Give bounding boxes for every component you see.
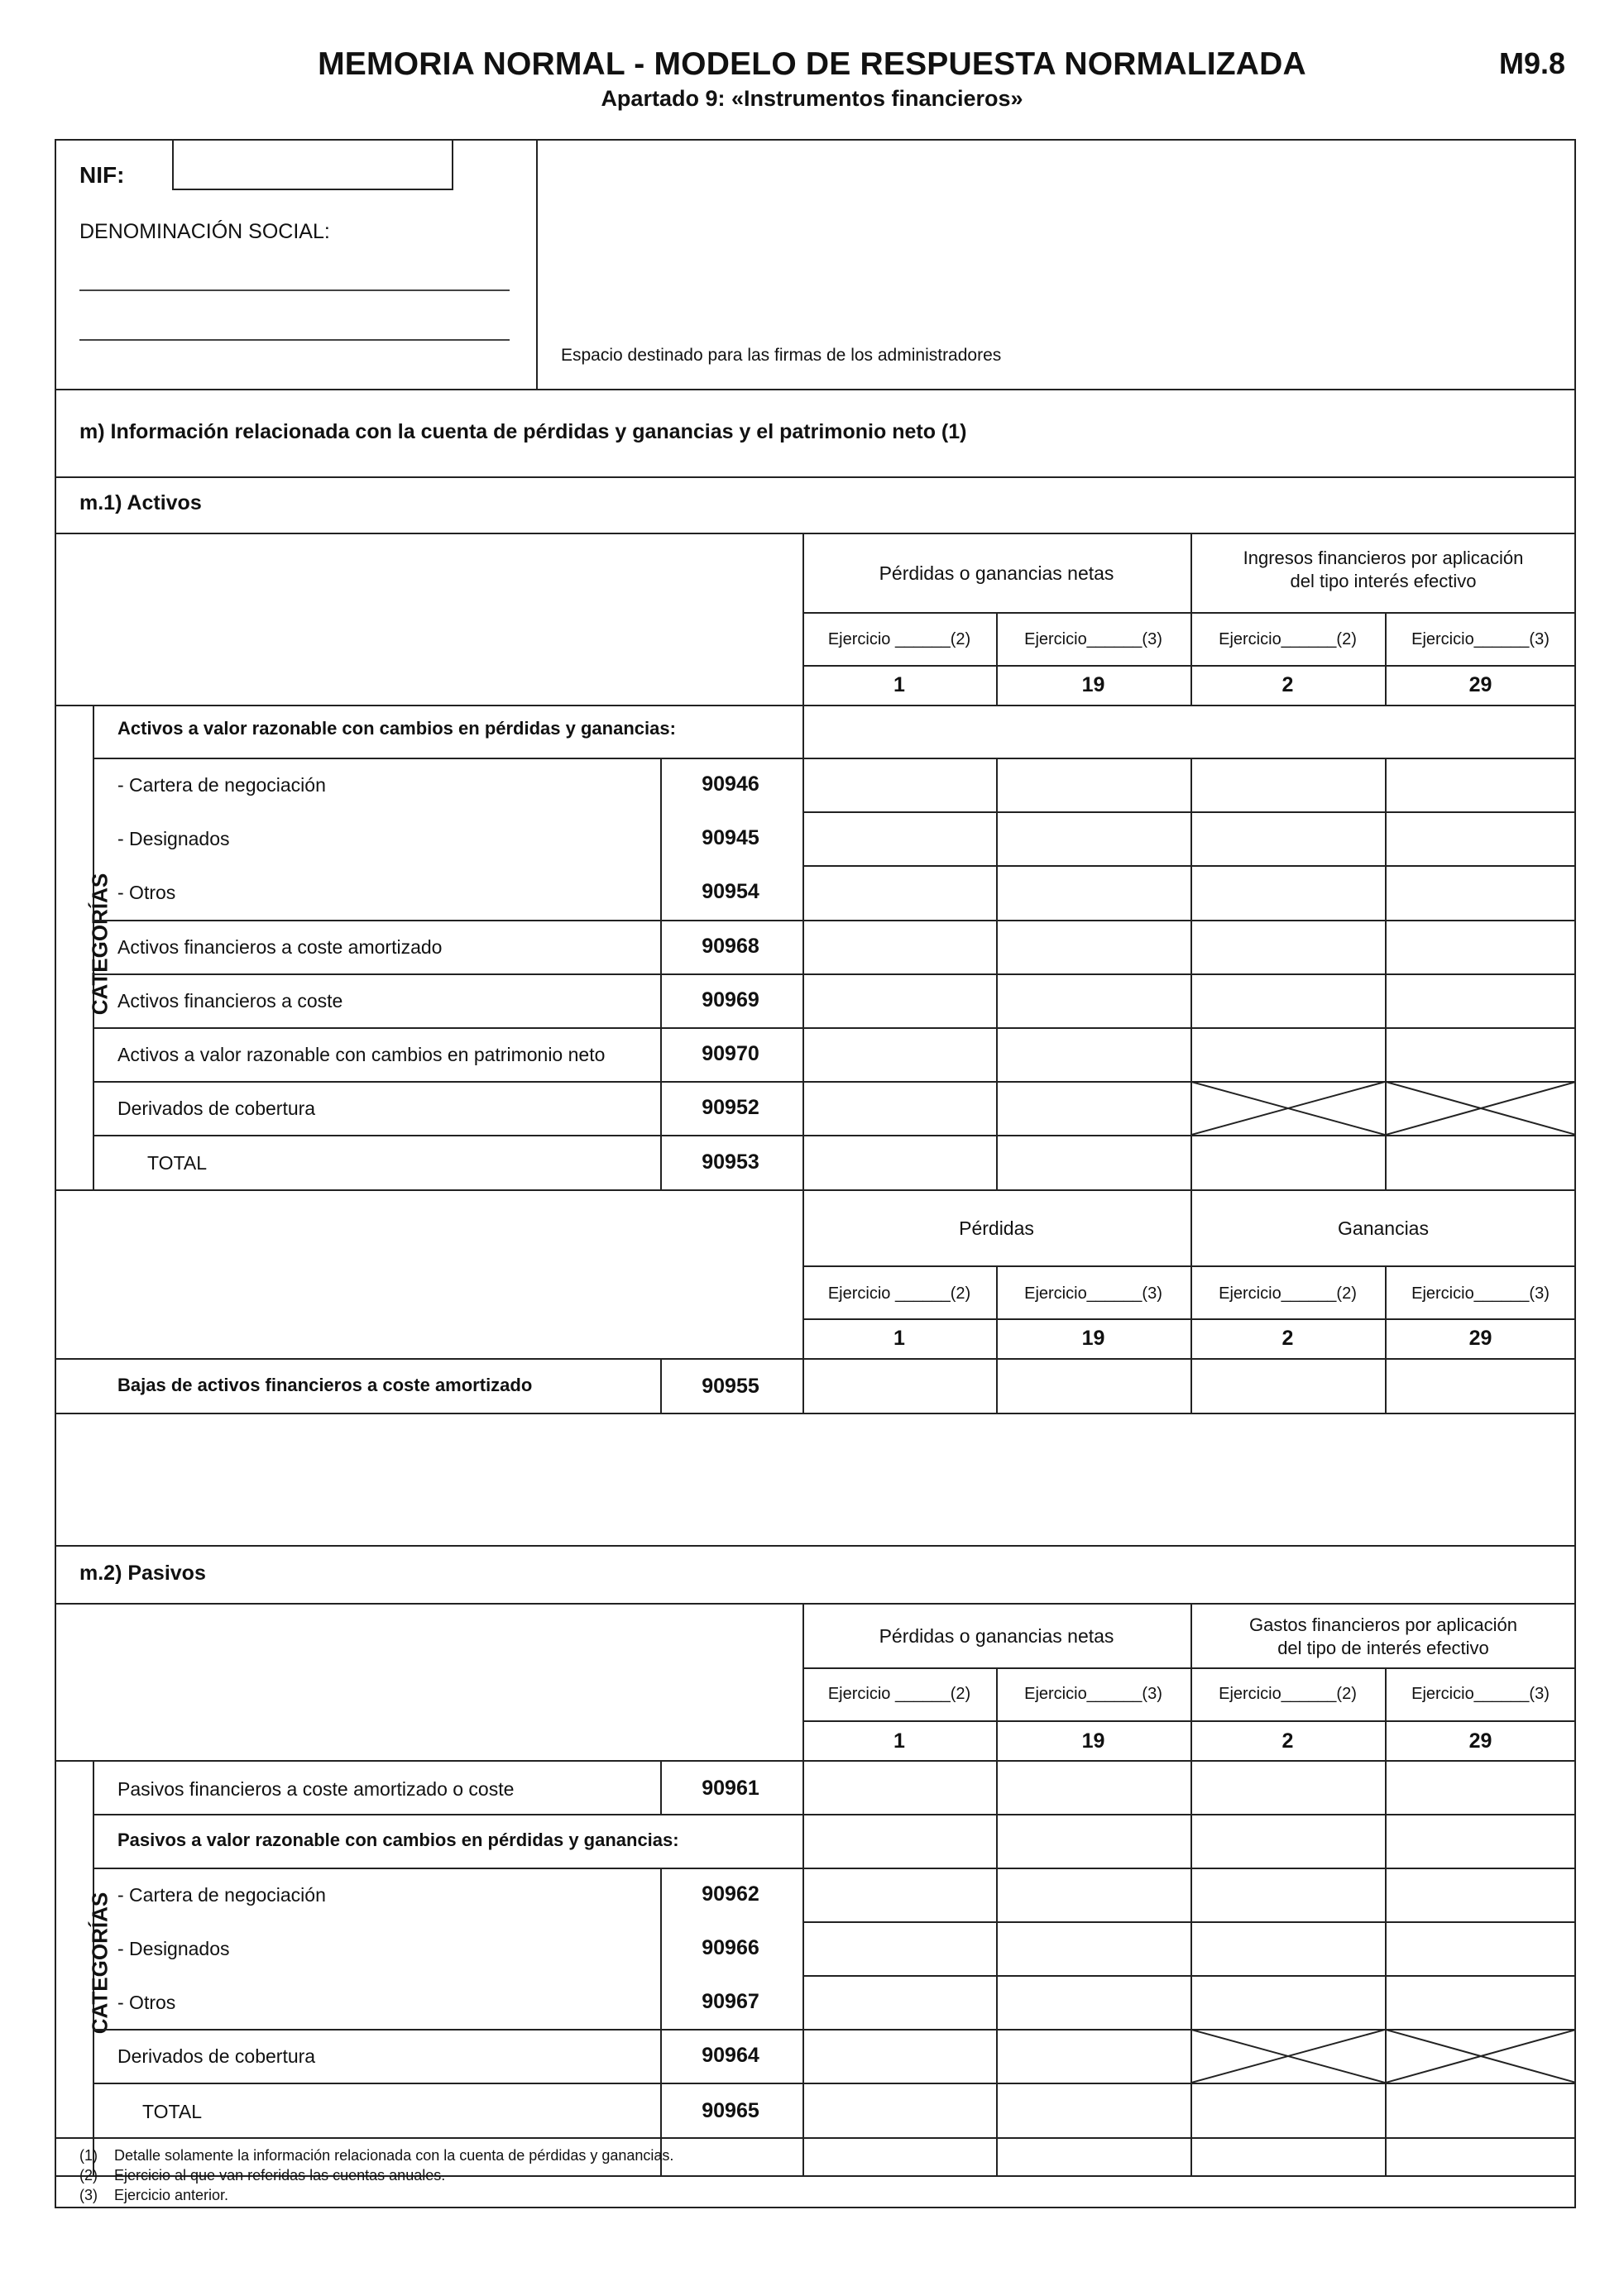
value-input-cell[interactable] xyxy=(803,812,996,864)
activos-row-label: - Otros xyxy=(117,882,176,903)
denominacion-line-2[interactable] xyxy=(79,339,510,341)
activos-row-label: Activos financieros a coste xyxy=(117,990,343,1012)
value-input-cell[interactable] xyxy=(997,866,1190,919)
firmas-label: Espacio destinado para las firmas de los administradores xyxy=(561,346,1002,365)
bajas-ejercicio-3: Ejercicio______(2) xyxy=(1219,1284,1357,1303)
value-input-cell[interactable] xyxy=(1191,1136,1385,1189)
activos-row-code: 90954 xyxy=(702,880,759,903)
activos-total-label: TOTAL xyxy=(147,1152,207,1174)
pasivos-row-code: 90961 xyxy=(702,1777,759,1800)
activos-row-code: 90969 xyxy=(702,988,759,1012)
pasivos-row-label: Pasivos financieros a coste amortizado o coste xyxy=(117,1778,515,1800)
bajas-group2-header: Ganancias xyxy=(1338,1217,1429,1239)
value-input-cell[interactable] xyxy=(1386,1868,1576,1921)
activos-col-number-3: 2 xyxy=(1281,673,1294,696)
value-input-cell[interactable] xyxy=(1386,1761,1576,1813)
value-input-cell[interactable] xyxy=(1191,2083,1385,2136)
activos-ejercicio-1: Ejercicio ______(2) xyxy=(827,630,971,648)
crossed-cell xyxy=(1191,2030,1385,2083)
activos-ejercicio-3: Ejercicio______(2) xyxy=(1219,630,1357,648)
value-input-cell[interactable] xyxy=(1386,758,1576,811)
pasivos-categorias-label: CATEGORÍAS xyxy=(87,1892,113,2035)
bajas-col-number-3: 2 xyxy=(1281,1327,1294,1350)
value-input-cell[interactable] xyxy=(997,758,1190,811)
activos-ejercicio-2: Ejercicio______(3) xyxy=(1024,630,1162,648)
value-input-cell[interactable] xyxy=(1386,866,1576,919)
activos-col-number-4: 29 xyxy=(1468,673,1492,696)
activos-group2-header-line1: Ingresos financieros por aplicación xyxy=(1243,548,1524,568)
value-input-cell[interactable] xyxy=(803,1868,996,1921)
activos-row-code: 90968 xyxy=(702,935,759,958)
value-input-cell[interactable] xyxy=(1191,974,1385,1026)
value-input-cell[interactable] xyxy=(997,1976,1190,2028)
bajas-col-number-2: 19 xyxy=(1081,1327,1105,1350)
value-input-cell[interactable] xyxy=(803,1359,996,1412)
section-m-title: m) Información relacionada con la cuenta de pérdidas y ganancias y el patrimonio neto (1) xyxy=(79,420,967,443)
value-input-cell[interactable] xyxy=(997,1761,1190,1813)
value-input-cell[interactable] xyxy=(1386,974,1576,1026)
activos-row-code: 90970 xyxy=(702,1042,759,1065)
value-input-cell[interactable] xyxy=(803,2083,996,2136)
pasivos-row-code: 90966 xyxy=(702,1936,759,1959)
form-code: M9.8 xyxy=(1499,46,1566,80)
activos-row-label: Derivados de cobertura xyxy=(117,1098,316,1119)
pasivos-total-code: 90965 xyxy=(702,2099,759,2122)
value-input-cell[interactable] xyxy=(803,2030,996,2082)
bajas-row-label: Bajas de activos financieros a coste amortizado xyxy=(117,1375,533,1395)
value-input-cell[interactable] xyxy=(803,1028,996,1080)
value-input-cell[interactable] xyxy=(1191,758,1385,811)
value-input-cell[interactable] xyxy=(803,758,996,811)
pasivos-group2-header-line2: del tipo de interés efectivo xyxy=(1277,1638,1489,1658)
value-input-cell[interactable] xyxy=(803,1761,996,1813)
activos-group2-header-line2: del tipo interés efectivo xyxy=(1290,571,1477,591)
pasivos-col-number-1: 1 xyxy=(893,1729,905,1753)
nif-label: NIF: xyxy=(79,162,125,188)
bajas-ejercicio-4: Ejercicio______(3) xyxy=(1411,1284,1550,1303)
firmas-area[interactable] xyxy=(538,141,1574,387)
crossed-cell xyxy=(1386,2030,1576,2083)
pasivos-col-number-4: 29 xyxy=(1468,1729,1492,1753)
activos-row-label: Activos financieros a coste amortizado xyxy=(117,936,443,958)
value-input-cell[interactable] xyxy=(997,2083,1190,2136)
value-input-cell[interactable] xyxy=(997,812,1190,864)
value-input-cell[interactable] xyxy=(1191,1868,1385,1921)
value-input-cell[interactable] xyxy=(1191,1976,1385,2028)
pasivos-row-label: - Designados xyxy=(117,1938,230,1959)
value-input-cell[interactable] xyxy=(803,1136,996,1189)
value-input-cell[interactable] xyxy=(1386,1359,1576,1412)
activos-categorias-label: CATEGORÍAS xyxy=(87,873,113,1016)
footnote-number: (1) xyxy=(79,2147,98,2164)
bajas-ejercicio-1: Ejercicio ______(2) xyxy=(827,1284,971,1303)
value-input-cell[interactable] xyxy=(1191,866,1385,919)
pasivos-group1-header: Pérdidas o ganancias netas xyxy=(879,1625,1114,1647)
denominacion-line-1[interactable] xyxy=(79,289,510,291)
pasivos-row-label: Derivados de cobertura xyxy=(117,2045,316,2067)
pasivos-total-label: TOTAL xyxy=(142,2101,202,2122)
form-subtitle: Apartado 9: «Instrumentos financieros» xyxy=(601,86,1023,111)
crossed-cell xyxy=(1386,1082,1576,1135)
bajas-ejercicio-2: Ejercicio______(3) xyxy=(1024,1284,1162,1303)
activos-subheader: Activos a valor razonable con cambios en pérdidas y ganancias: xyxy=(117,718,676,739)
form-title: MEMORIA NORMAL - MODELO DE RESPUESTA NORMALIZADA xyxy=(318,46,1306,82)
crossed-cell xyxy=(1191,1082,1385,1135)
value-input-cell[interactable] xyxy=(1386,1922,1576,1974)
value-input-cell[interactable] xyxy=(803,1082,996,1134)
activos-row-label: - Cartera de negociación xyxy=(117,774,326,796)
value-input-cell[interactable] xyxy=(1191,812,1385,864)
pasivos-ejercicio-2: Ejercicio______(3) xyxy=(1024,1685,1162,1703)
value-input-cell[interactable] xyxy=(1191,921,1385,973)
nif-input[interactable] xyxy=(172,139,453,190)
value-input-cell[interactable] xyxy=(997,1136,1190,1189)
footnote-text: Detalle solamente la información relacionada con la cuenta de pérdidas y ganancias. xyxy=(114,2147,674,2164)
activos-row-label: Activos a valor razonable con cambios en patrimonio neto xyxy=(117,1044,606,1065)
pasivos-ejercicio-4: Ejercicio______(3) xyxy=(1411,1685,1550,1703)
bajas-col-number-4: 29 xyxy=(1468,1327,1492,1350)
pasivos-title: m.2) Pasivos xyxy=(79,1562,206,1585)
activos-total-code: 90953 xyxy=(702,1150,759,1174)
pasivos-ejercicio-1: Ejercicio ______(2) xyxy=(827,1685,971,1703)
footnote-number: (2) xyxy=(79,2167,98,2184)
activos-row-label: - Designados xyxy=(117,828,230,849)
value-input-cell[interactable] xyxy=(803,921,996,973)
value-input-cell[interactable] xyxy=(803,866,996,919)
denominacion-label: DENOMINACIÓN SOCIAL: xyxy=(79,220,330,243)
value-input-cell[interactable] xyxy=(997,1922,1190,1974)
activos-title: m.1) Activos xyxy=(79,491,202,514)
activos-col-number-2: 19 xyxy=(1081,673,1105,696)
value-input-cell[interactable] xyxy=(997,1868,1190,1921)
footnote-number: (3) xyxy=(79,2187,98,2203)
value-input-cell[interactable] xyxy=(1191,1922,1385,1974)
pasivos-group2-header-line1: Gastos financieros por aplicación xyxy=(1248,1614,1518,1635)
pasivos-row-label: - Cartera de negociación xyxy=(117,1884,326,1906)
pasivos-subheader: Pasivos a valor razonable con cambios en pérdidas y ganancias: xyxy=(117,1830,679,1850)
value-input-cell[interactable] xyxy=(1386,1136,1576,1189)
value-input-cell[interactable] xyxy=(997,1359,1190,1412)
pasivos-row-code: 90962 xyxy=(702,1882,759,1906)
activos-group1-header: Pérdidas o ganancias netas xyxy=(879,562,1114,584)
activos-row-code: 90952 xyxy=(702,1096,759,1119)
pasivos-col-number-3: 2 xyxy=(1281,1729,1294,1753)
activos-row-code: 90946 xyxy=(702,773,759,796)
value-input-cell[interactable] xyxy=(1386,1976,1576,2028)
activos-row-code: 90945 xyxy=(702,826,759,849)
pasivos-row-label: - Otros xyxy=(117,1992,176,2013)
value-input-cell[interactable] xyxy=(1386,2083,1576,2136)
value-input-cell[interactable] xyxy=(803,974,996,1026)
value-input-cell[interactable] xyxy=(997,974,1190,1026)
activos-ejercicio-4: Ejercicio______(3) xyxy=(1411,630,1550,648)
value-input-cell[interactable] xyxy=(803,1976,996,2028)
value-input-cell[interactable] xyxy=(997,921,1190,973)
footnote-text: Ejercicio al que van referidas las cuentas anuales. xyxy=(114,2167,446,2184)
value-input-cell[interactable] xyxy=(1191,1028,1385,1080)
activos-col-number-1: 1 xyxy=(893,673,905,696)
value-input-cell[interactable] xyxy=(1386,812,1576,864)
value-input-cell[interactable] xyxy=(803,1922,996,1974)
value-input-cell[interactable] xyxy=(1191,1359,1385,1412)
bajas-row-code: 90955 xyxy=(702,1375,759,1398)
value-input-cell[interactable] xyxy=(1386,921,1576,973)
bajas-group1-header: Pérdidas xyxy=(959,1217,1034,1239)
pasivos-row-code: 90967 xyxy=(702,1990,759,2013)
value-input-cell[interactable] xyxy=(997,1028,1190,1080)
pasivos-row-code: 90964 xyxy=(702,2044,759,2067)
footnote-text: Ejercicio anterior. xyxy=(114,2187,229,2203)
pasivos-ejercicio-3: Ejercicio______(2) xyxy=(1219,1685,1357,1703)
value-input-cell[interactable] xyxy=(1191,1761,1385,1813)
bajas-col-number-1: 1 xyxy=(893,1327,905,1350)
value-input-cell[interactable] xyxy=(1386,1028,1576,1080)
pasivos-col-number-2: 19 xyxy=(1081,1729,1105,1753)
value-input-cell[interactable] xyxy=(997,1082,1190,1134)
value-input-cell[interactable] xyxy=(997,2030,1190,2082)
